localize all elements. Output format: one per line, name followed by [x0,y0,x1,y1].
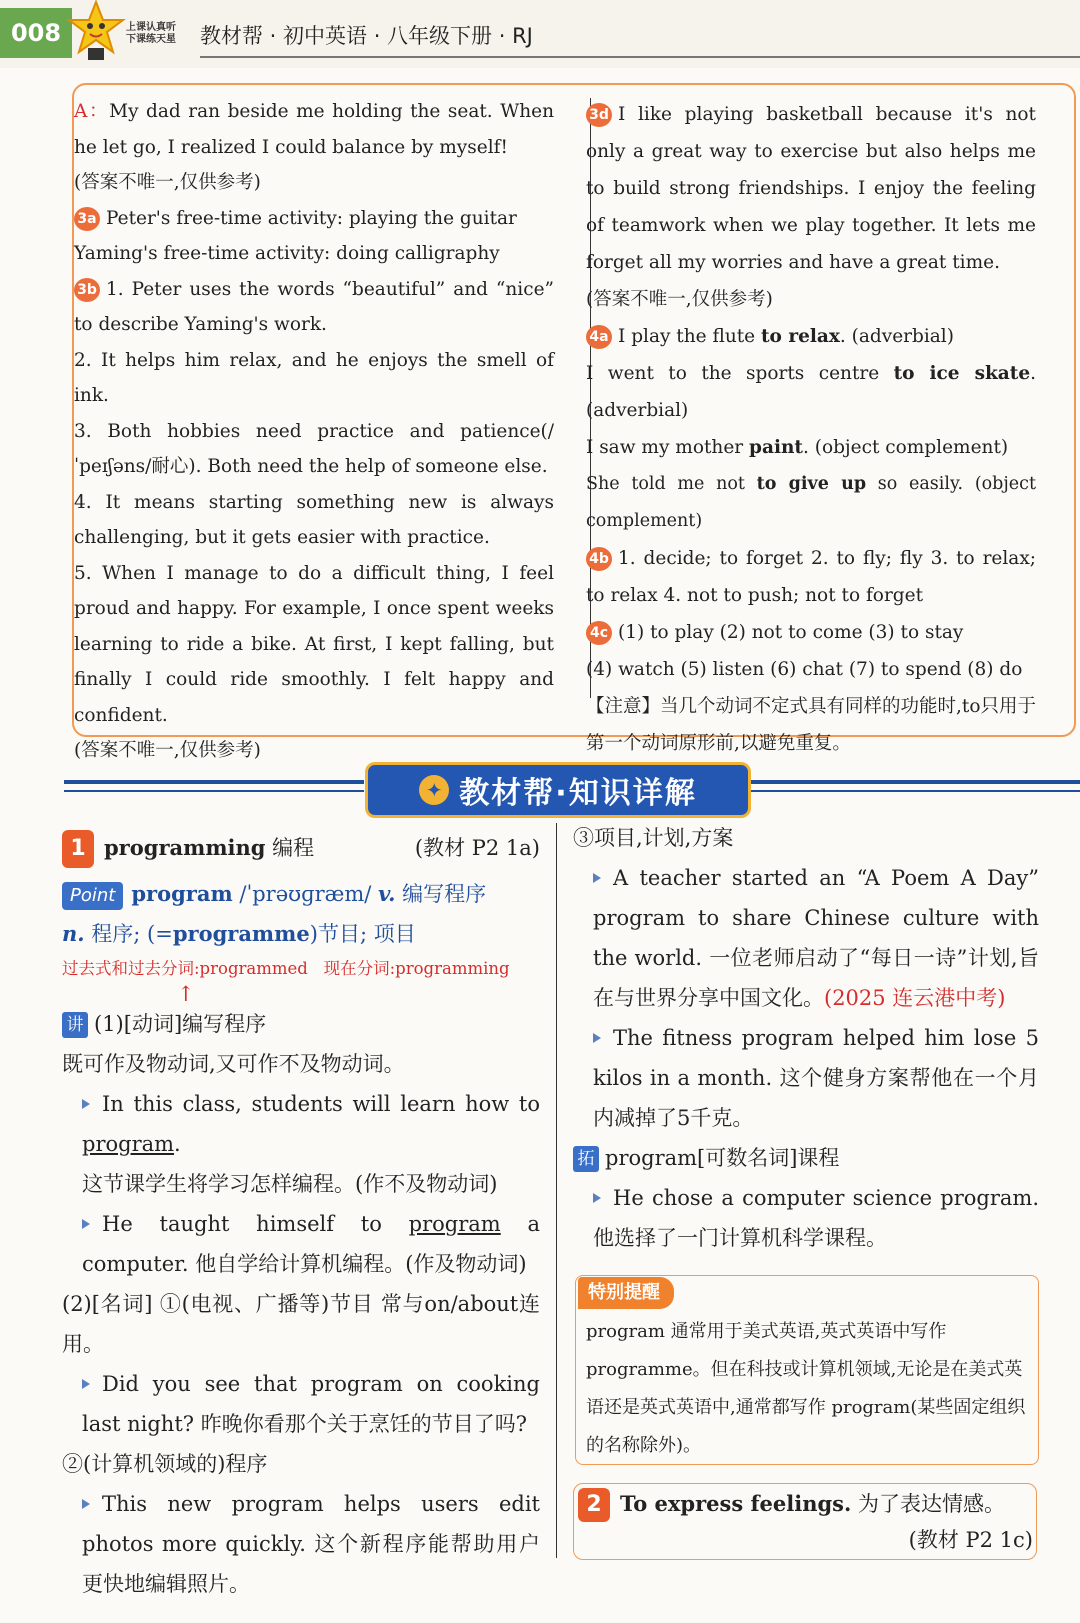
extension-heading: 拓 program[可数名词]课程 [573,1138,1039,1178]
answer-note: (答案不唯一,仅供参考) [74,740,261,761]
answer-note: (答案不唯一,仅供参考) [74,172,261,193]
tip-text: program 通常用于美式英语,英式英语中写作programme。但在科技或计算机领域,无论是在美式英语还是英式英语中,通常都写作 program(某些固定组织的名称除外)。 [586,1321,1026,1456]
answer-3d: 3d I like playing basketball because it's not only a great way to exercise but also helps me to build strong friendships. I enjoy the feeling of teamwork when we play together. It lets me forget all my worries and have a great time. [586,104,1036,273]
answer-4c-note: 【注意】当几个动词不定式具有同样的功能时,to只用于第一个动词原形前,以避免重复。 [586,696,1036,754]
jiang-icon: 讲 [62,1012,88,1038]
answer-4a-4: She told me not to give up so easily. (object complement) [586,474,1037,531]
bullet-icon [82,1379,90,1389]
section-banner [365,762,751,818]
book-title: 教材帮 · 初中英语 · 八年级下册 · RJ [200,24,533,48]
answer-4c-1: 4c (1) to play (2) not to come (3) to stay [586,614,1036,651]
bullet-icon [593,873,601,883]
arrow: ↑ [177,982,195,1006]
banner-title: 教材帮·知识详解 [459,776,697,811]
answer-3b-3: 3. Both hobbies need practice and patience(/ˈpeɪʃəns/耐心). Both need the help of someone else. [74,420,554,477]
badge-3b: 3b [74,278,100,302]
answers-left-column [74,94,554,769]
noun-line: n. 程序; (=programme)节目; 项目 [62,921,416,946]
sense-2-heading: (2)[名词] ①(电视、广播等)节目 常与on/about连用。 [62,1292,540,1356]
bullet-icon [82,1499,90,1509]
example-6: The fitness program helped him lose 5 kilos in a month. 这个健身方案帮他在一个月内减掉了5千克。 [593,1026,1039,1130]
point-line: Point program /ˈprəʊɡræm/ v. 编写程序 [62,874,540,914]
badge-3d: 3d [586,103,612,127]
badge-4a: 4a [586,325,612,349]
badge-4c: 4c [586,621,612,645]
banner-rule [745,790,1080,792]
example-1: In this class, students will learn how to program. [82,1092,540,1156]
badge-3a: 3a [74,207,100,231]
tuo-icon: 拓 [573,1146,599,1172]
answer-4a-1: 4a I play the flute to relax. (adverbial) [586,318,1036,355]
answer-3a-line2: Yaming's free-time activity: doing calligraphy [74,243,500,264]
answers-right-column [586,96,1036,762]
bullet-icon [593,1033,601,1043]
source-ref: (教材 P2 1a) [414,836,540,860]
slogan: 上课认真听 下课练天星 [126,22,176,45]
answer-a: A：My dad ran beside me holding the seat. When he let go, I realized I could balance by myself! [74,101,554,158]
knowledge-left-column [62,826,540,1604]
answer-3b-4: 4. It means starting something new is always challenging, but it gets easier with practice. [74,491,554,548]
star-mascot-icon [66,0,126,62]
page-number: 008 [0,8,72,58]
example-4: This new program helps users edit photos more quickly. 这个新程序能帮助用户更快地编辑照片。 [82,1492,540,1596]
answer-note: (答案不唯一,仅供参考) [586,289,773,310]
example-3: Did you see that program on cooking last night? 昨晚你看那个关于烹饪的节目了吗? [82,1372,540,1436]
header-rule [200,56,1080,58]
banner-rule [64,790,364,792]
example-2: He taught himself to program a computer. 他自学给计算机编程。(作及物动词) [82,1212,540,1276]
banner-rule [64,780,364,784]
verb-forms: 过去式和过去分词:programmed 现在分词:programming [62,959,510,978]
item-1-heading: 1 programming 编程 (教材 P2 1a) [62,826,540,870]
answer-4a-3: I saw my mother paint. (object complement) [586,437,1009,458]
answer-3b-1: 3b 1. Peter uses the words “beautiful” and “nice” to describe Yaming's work. [74,278,554,335]
item-number: 1 [62,830,94,868]
sense-1-heading: 讲 (1)[动词]编写程序 [62,1004,540,1044]
example-5: A teacher started an “A Poem A Day” program to share Chinese culture with the world. 一位老师启动了“每日一诗”计划,旨在与世界分享中国文化。(2025 连云港中考) [593,866,1039,1010]
sense-2-2: ②(计算机领域的)程序 [62,1452,268,1476]
badge-4b: 4b [586,547,612,571]
column-divider [556,823,557,1558]
banner-rule [745,780,1080,784]
answer-3b-2: 2. It helps him relax, and he enjoys the smell of ink. [74,349,554,406]
item-number: 2 [578,1488,610,1522]
bullet-icon [82,1219,90,1229]
answer-4c-2: (4) watch (5) listen (6) chat (7) to spend (8) do [586,659,1023,680]
point-badge: Point [62,882,123,910]
item-2-heading: 2 To express feelings. 为了表达情感。 (教材 P2 1c) [578,1486,1033,1558]
answer-3a: 3a Peter's free-time activity: playing the guitar [74,201,554,237]
answer-4b: 4b 1. decide; to forget 2. to fly; fly 3. to relax; to relax 4. not to push; not to forget [586,548,1036,606]
bullet-icon [593,1193,601,1203]
knowledge-right-column [573,818,1039,1258]
bullet-icon [82,1099,90,1109]
example-7: He chose a computer science program. 他选择了一门计算机科学课程。 [593,1186,1039,1250]
answer-3b-5: 5. When I manage to do a difficult thing, I feel proud and happy. For example, I once spent weeks learning to ride a bike. At first, I kept falling, but finally I could ride smoothly. I felt happy and confident. [74,562,554,726]
source-ref: (教材 P2 1c) [908,1528,1033,1552]
example-1-cn: 这节课学生将学习怎样编程。(作不及物动词) [82,1172,498,1196]
answer-4a-2: I went to the sports centre to ice skate. (adverbial) [586,363,1036,421]
sense-3: ③项目,计划,方案 [573,826,734,850]
lightbulb-icon: ✦ [419,775,449,805]
tip-title: 特别提醒 [578,1277,674,1309]
sense-1-desc: 既可作及物动词,又可作不及物动词。 [62,1052,405,1076]
